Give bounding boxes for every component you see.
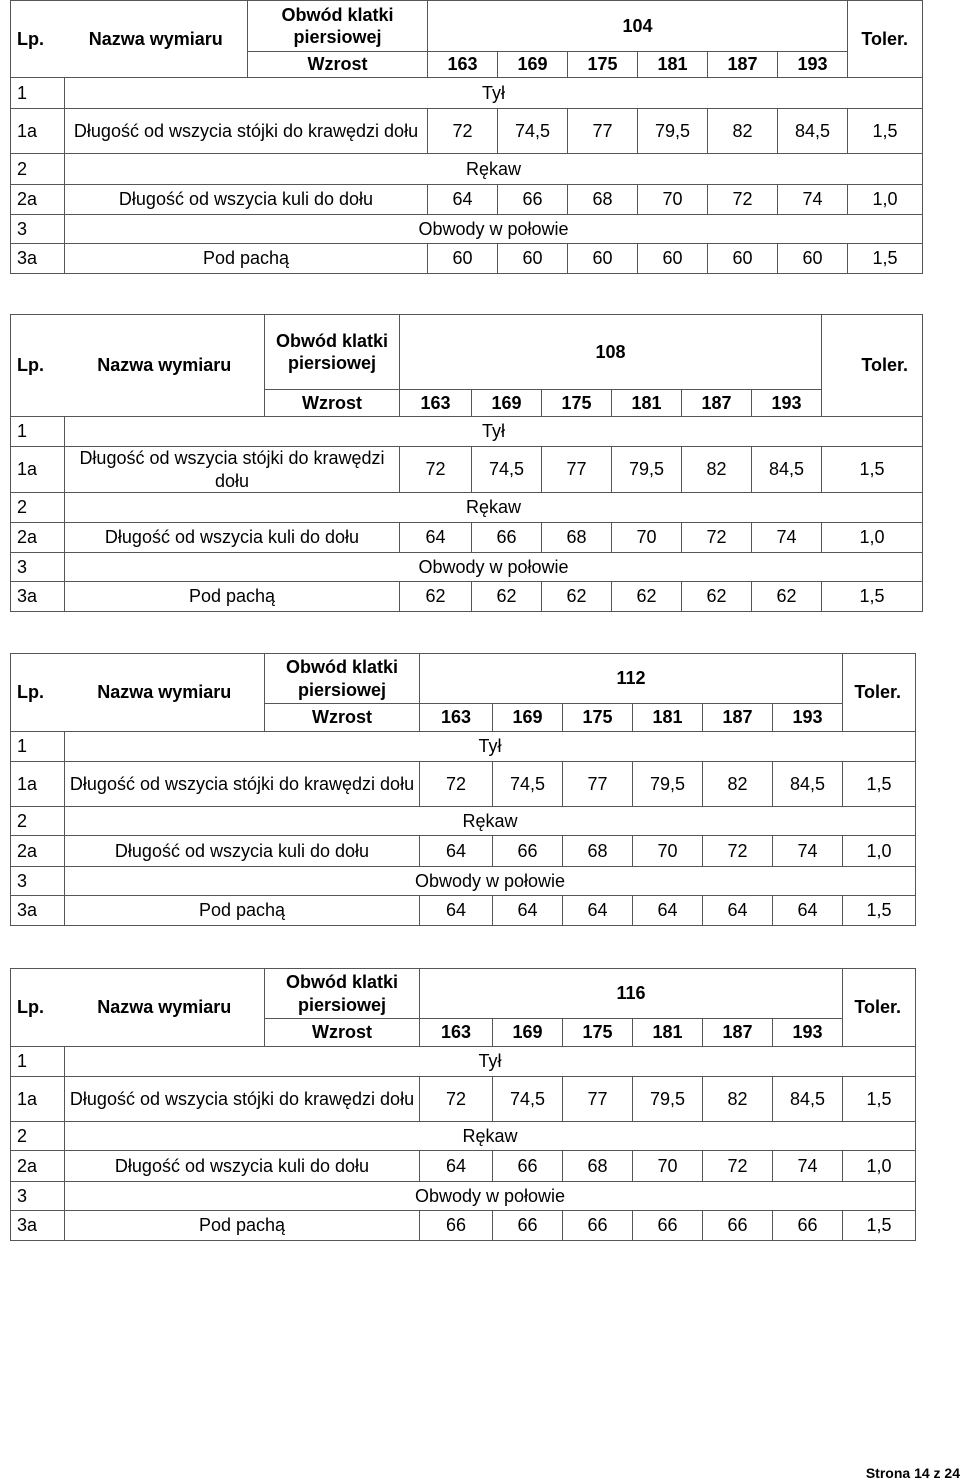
section-lp: 2 (11, 154, 65, 185)
height-value: 193 (752, 390, 822, 417)
measure-value: 70 (612, 523, 682, 553)
tolerance-value: 1,5 (843, 1211, 916, 1241)
measure-value: 60 (708, 244, 778, 274)
height-value: 175 (563, 1019, 633, 1047)
header-chest: Obwód klatki piersiowej (248, 1, 428, 52)
header-height: Wzrost (248, 52, 428, 78)
height-value: 193 (773, 704, 843, 732)
header-chest: Obwód klatki piersiowej (265, 654, 420, 704)
section-label: Tył (65, 417, 923, 447)
measure-value: 66 (703, 1211, 773, 1241)
measure-value: 62 (612, 582, 682, 612)
header-lp: Lp. (11, 969, 65, 1047)
tolerance-value: 1,5 (848, 244, 923, 274)
header-tolerance: Toler. (822, 315, 923, 417)
measure-value: 64 (703, 896, 773, 926)
row-lp: 3a (11, 582, 65, 612)
measure-name: Długość od wszycia kuli do dołu (65, 185, 428, 215)
measure-value: 66 (493, 1151, 563, 1182)
section-lp: 1 (11, 78, 65, 109)
tolerance-value: 1,5 (843, 1077, 916, 1122)
chest-size: 116 (420, 969, 843, 1019)
tolerance-value: 1,5 (843, 896, 916, 926)
height-value: 169 (472, 390, 542, 417)
measure-value: 84,5 (752, 447, 822, 493)
tolerance-value: 1,5 (822, 447, 923, 493)
measure-value: 74,5 (493, 1077, 563, 1122)
measure-value: 60 (498, 244, 568, 274)
measure-value: 66 (493, 1211, 563, 1241)
measure-value: 72 (420, 762, 493, 807)
measure-value: 74 (752, 523, 822, 553)
header-lp: Lp. (11, 1, 65, 78)
header-height: Wzrost (265, 704, 420, 732)
section-lp: 3 (11, 867, 65, 896)
header-tolerance: Toler. (843, 969, 916, 1047)
measure-name: Pod pachą (65, 1211, 420, 1241)
section-label: Rękaw (65, 493, 923, 523)
section-label: Tył (65, 1047, 916, 1077)
row-lp: 2a (11, 523, 65, 553)
row-lp: 3a (11, 896, 65, 926)
height-value: 181 (638, 52, 708, 78)
measure-name: Długość od wszycia kuli do dołu (65, 836, 420, 867)
header-height: Wzrost (265, 390, 400, 417)
section-label: Obwody w połowie (65, 1182, 916, 1211)
height-value: 169 (493, 1019, 563, 1047)
section-lp: 1 (11, 417, 65, 447)
measure-value: 77 (563, 762, 633, 807)
header-lp: Lp. (11, 654, 65, 732)
height-value: 187 (708, 52, 778, 78)
height-value: 175 (568, 52, 638, 78)
measure-value: 64 (420, 896, 493, 926)
measure-value: 64 (428, 185, 498, 215)
measure-value: 79,5 (612, 447, 682, 493)
height-value: 181 (612, 390, 682, 417)
height-value: 193 (778, 52, 848, 78)
tolerance-value: 1,5 (843, 762, 916, 807)
measure-value: 72 (400, 447, 472, 493)
chest-size: 108 (400, 315, 822, 390)
height-value: 181 (633, 704, 703, 732)
measure-value: 66 (563, 1211, 633, 1241)
measure-value: 64 (563, 896, 633, 926)
section-label: Rękaw (65, 1122, 916, 1151)
header-name: Nazwa wymiaru (65, 315, 265, 417)
measure-value: 72 (703, 1151, 773, 1182)
size-table-108 (10, 314, 923, 612)
measure-value: 60 (568, 244, 638, 274)
measure-value: 70 (633, 836, 703, 867)
measure-name: Długość od wszycia stójki do krawędzi dołu (65, 109, 428, 154)
measure-value: 60 (638, 244, 708, 274)
section-label: Tył (65, 732, 916, 762)
height-value: 169 (493, 704, 563, 732)
header-height: Wzrost (265, 1019, 420, 1047)
measure-name: Pod pachą (65, 582, 400, 612)
height-value: 169 (498, 52, 568, 78)
section-label: Tył (65, 78, 923, 109)
header-name: Nazwa wymiaru (65, 1, 248, 78)
measure-name: Długość od wszycia kuli do dołu (65, 1151, 420, 1182)
chest-size: 112 (420, 654, 843, 704)
measure-value: 64 (400, 523, 472, 553)
section-label: Rękaw (65, 154, 923, 185)
measure-value: 64 (633, 896, 703, 926)
header-chest: Obwód klatki piersiowej (265, 969, 420, 1019)
measure-value: 62 (682, 582, 752, 612)
section-lp: 1 (11, 1047, 65, 1077)
height-value: 187 (703, 1019, 773, 1047)
header-name: Nazwa wymiaru (65, 969, 265, 1047)
header-lp: Lp. (11, 315, 65, 417)
measure-value: 60 (428, 244, 498, 274)
measure-value: 84,5 (773, 762, 843, 807)
section-lp: 1 (11, 732, 65, 762)
row-lp: 1a (11, 109, 65, 154)
measure-value: 84,5 (778, 109, 848, 154)
section-lp: 2 (11, 493, 65, 523)
row-lp: 3a (11, 244, 65, 274)
section-lp: 3 (11, 553, 65, 582)
size-table-104 (10, 0, 923, 274)
section-lp: 2 (11, 807, 65, 836)
measure-value: 72 (420, 1077, 493, 1122)
row-lp: 1a (11, 1077, 65, 1122)
height-value: 187 (682, 390, 752, 417)
measure-value: 64 (420, 1151, 493, 1182)
measure-name: Długość od wszycia stójki do krawędzi dołu (65, 1077, 420, 1122)
measure-value: 68 (563, 836, 633, 867)
measure-value: 70 (638, 185, 708, 215)
row-lp: 2a (11, 836, 65, 867)
header-name: Nazwa wymiaru (65, 654, 265, 732)
measure-value: 68 (542, 523, 612, 553)
section-label: Obwody w połowie (65, 215, 923, 244)
header-chest: Obwód klatki piersiowej (265, 315, 400, 390)
tolerance-value: 1,0 (843, 1151, 916, 1182)
measure-value: 82 (682, 447, 752, 493)
tolerance-value: 1,0 (822, 523, 923, 553)
measure-value: 74 (773, 836, 843, 867)
measure-value: 79,5 (633, 762, 703, 807)
measure-name: Długość od wszycia stójki do krawędzi dołu (65, 762, 420, 807)
measure-value: 82 (708, 109, 778, 154)
size-table-116 (10, 968, 916, 1241)
height-value: 163 (420, 1019, 493, 1047)
measure-value: 62 (472, 582, 542, 612)
measure-value: 68 (568, 185, 638, 215)
measure-value: 66 (420, 1211, 493, 1241)
measure-value: 66 (493, 836, 563, 867)
measure-value: 74 (778, 185, 848, 215)
height-value: 163 (400, 390, 472, 417)
measure-value: 66 (633, 1211, 703, 1241)
section-label: Obwody w połowie (65, 867, 916, 896)
tolerance-value: 1,5 (822, 582, 923, 612)
size-table-112 (10, 653, 916, 926)
height-value: 175 (542, 390, 612, 417)
height-value: 163 (428, 52, 498, 78)
measure-value: 64 (420, 836, 493, 867)
measure-value: 60 (778, 244, 848, 274)
header-tolerance: Toler. (843, 654, 916, 732)
measure-value: 74 (773, 1151, 843, 1182)
measure-name: Pod pachą (65, 244, 428, 274)
measure-value: 84,5 (773, 1077, 843, 1122)
row-lp: 2a (11, 1151, 65, 1182)
measure-value: 74,5 (493, 762, 563, 807)
height-value: 193 (773, 1019, 843, 1047)
measure-value: 82 (703, 1077, 773, 1122)
measure-value: 68 (563, 1151, 633, 1182)
measure-value: 64 (773, 896, 843, 926)
measure-value: 66 (472, 523, 542, 553)
measure-value: 79,5 (633, 1077, 703, 1122)
chest-size: 104 (428, 1, 848, 52)
measure-value: 72 (682, 523, 752, 553)
section-label: Obwody w połowie (65, 553, 923, 582)
measure-value: 64 (493, 896, 563, 926)
height-value: 181 (633, 1019, 703, 1047)
measure-name: Pod pachą (65, 896, 420, 926)
measure-value: 79,5 (638, 109, 708, 154)
measure-value: 66 (773, 1211, 843, 1241)
height-value: 187 (703, 704, 773, 732)
measure-value: 77 (542, 447, 612, 493)
height-value: 163 (420, 704, 493, 732)
measure-value: 77 (563, 1077, 633, 1122)
section-lp: 3 (11, 215, 65, 244)
section-lp: 2 (11, 1122, 65, 1151)
measure-name: Długość od wszycia stójki do krawędzi dołu (65, 447, 400, 493)
measure-value: 70 (633, 1151, 703, 1182)
tolerance-value: 1,5 (848, 109, 923, 154)
header-tolerance: Toler. (848, 1, 923, 78)
measure-value: 77 (568, 109, 638, 154)
tolerance-value: 1,0 (848, 185, 923, 215)
measure-value: 74,5 (498, 109, 568, 154)
measure-value: 72 (428, 109, 498, 154)
measure-value: 72 (703, 836, 773, 867)
measure-value: 72 (708, 185, 778, 215)
section-label: Rękaw (65, 807, 916, 836)
measure-value: 82 (703, 762, 773, 807)
tolerance-value: 1,0 (843, 836, 916, 867)
measure-name: Długość od wszycia kuli do dołu (65, 523, 400, 553)
section-lp: 3 (11, 1182, 65, 1211)
row-lp: 1a (11, 762, 65, 807)
row-lp: 2a (11, 185, 65, 215)
row-lp: 1a (11, 447, 65, 493)
height-value: 175 (563, 704, 633, 732)
measure-value: 62 (542, 582, 612, 612)
page-number: Strona 14 z 24 (865, 1465, 960, 1481)
measure-value: 74,5 (472, 447, 542, 493)
measure-value: 62 (752, 582, 822, 612)
measure-value: 66 (498, 185, 568, 215)
row-lp: 3a (11, 1211, 65, 1241)
measure-value: 62 (400, 582, 472, 612)
